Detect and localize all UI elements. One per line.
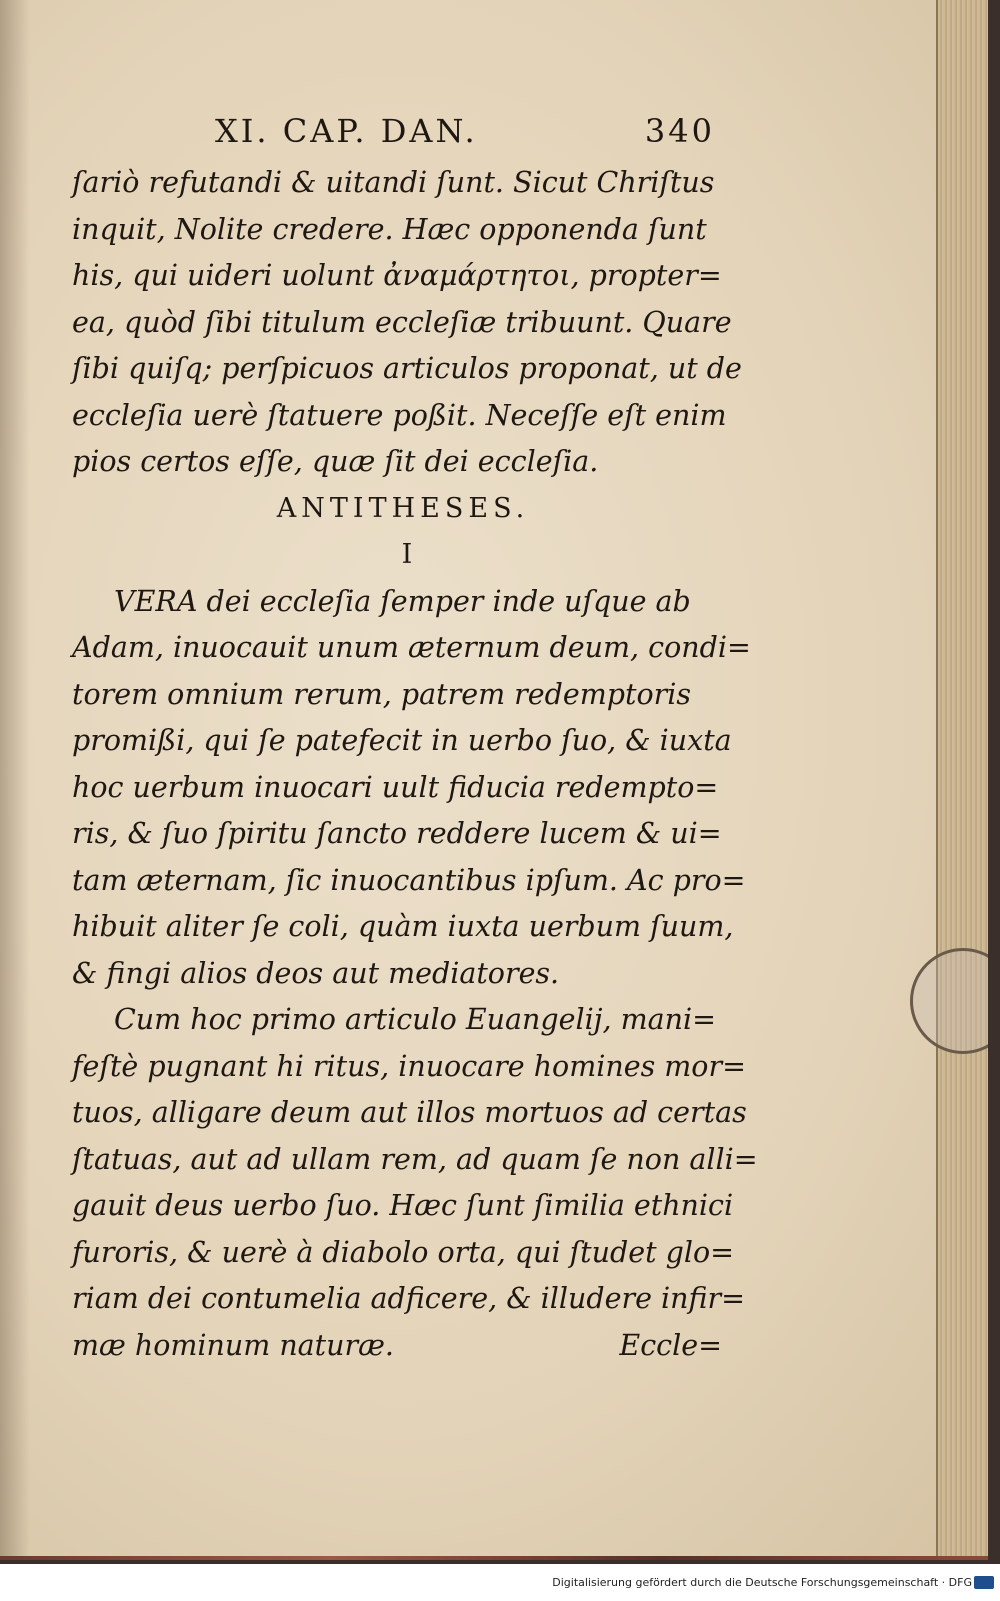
section-heading: ANTITHESES. xyxy=(276,492,530,524)
text-line: hoc uerbum inuocari uult fiducia redempto= xyxy=(72,770,719,804)
text-line: ſariò refutandi & uitandi ſunt. Sicut Chriſtus xyxy=(72,166,715,199)
article-numeral: I xyxy=(401,539,413,570)
text-line: eccleſia uerè ſtatuere poßit. Neceſſe eſt enim xyxy=(72,398,727,432)
footer-bar xyxy=(0,1564,1000,1601)
gutter-shadow xyxy=(0,0,30,1560)
page-header xyxy=(215,112,715,156)
text-line: VERA dei eccleſia ſemper inde uſque ab xyxy=(114,584,691,618)
text-line: tuos, alligare deum aut illos mortuos ad certas xyxy=(72,1096,747,1129)
clasp-ring xyxy=(910,948,988,1054)
text-line: & fingi alios deos aut mediatores. xyxy=(72,956,560,990)
last-line xyxy=(72,1323,722,1370)
text-line: promißi, qui ſe patefecit in uerbo ſuo, & iuxta xyxy=(72,724,732,757)
text-line: riam dei contumelia adficere, & illudere infir= xyxy=(72,1282,746,1315)
footer-credit: Digitalisierung gefördert durch die Deutsche Forschungsgemeinschaft · DFG xyxy=(552,1576,972,1589)
text-line: gauit deus uerbo ſuo. Hæc ſunt ſimilia ethnici xyxy=(72,1189,734,1222)
page-number: 340 xyxy=(644,112,715,150)
text-line: mæ hominum naturæ. xyxy=(72,1328,394,1362)
text-line: hibuit aliter ſe coli, quàm iuxta uerbum ſuum, xyxy=(72,910,734,943)
text-line: ſtatuas, aut ad ullam rem, ad quam ſe non alli= xyxy=(72,1142,758,1176)
page-fore-edge xyxy=(936,0,988,1560)
text-line: pios certos eſſe, quæ ſit dei eccleſia. xyxy=(72,445,599,478)
text-line: ris, & ſuo ſpiritu ſancto reddere lucem & ui= xyxy=(72,817,722,850)
text-line: torem omnium rerum, patrem redemptoris xyxy=(72,677,691,711)
body-text xyxy=(72,160,758,1369)
text-line: feſtè pugnant hi ritus, inuocare homines mor= xyxy=(72,1049,746,1083)
catchword: Eccle= xyxy=(619,1328,722,1362)
text-line: tam æternam, ſic inuocantibus ipſum. Ac pro= xyxy=(72,863,746,897)
page-bottom-edge xyxy=(0,1556,988,1560)
text-line: his, qui uideri uolunt ἀναμάρτητοι, propter= xyxy=(72,259,722,292)
running-title: XI. CAP. DAN. xyxy=(215,112,478,150)
text-line: Cum hoc primo articulo Euangelij, mani= xyxy=(114,1003,717,1036)
text-line: ea, quòd ſibi titulum eccleſiæ tribuunt. Quare xyxy=(72,305,732,339)
text-line: ſibi quiſq; perſpicuos articulos proponat, ut de xyxy=(72,352,742,385)
dfg-logo-icon xyxy=(974,1576,994,1589)
text-line: inquit, Nolite credere. Hæc opponenda ſunt xyxy=(72,212,707,246)
text-line: furoris, & uerè à diabolo orta, qui ſtudet glo= xyxy=(72,1235,734,1269)
text-line: Adam, inuocauit unum æternum deum, condi= xyxy=(72,631,751,664)
